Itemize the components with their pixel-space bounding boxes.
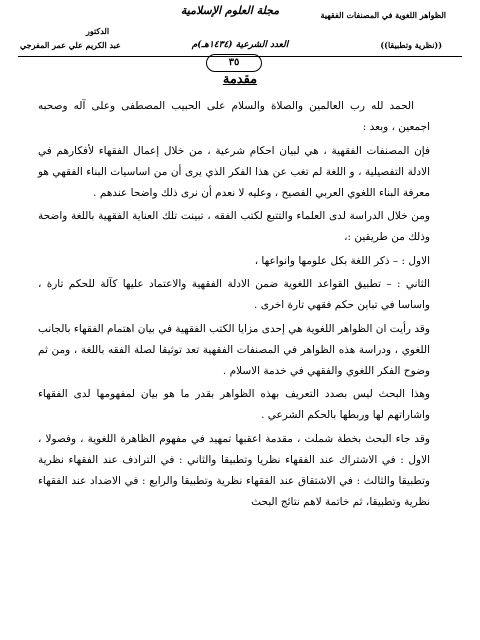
header-research-subtitle: ((نظرية وتطبيقا)) [380,40,442,50]
paragraph: ومن خلال الدراسة لدى العلماء والتتبع لكتب الفقه ، تبينت تلك العناية الفقهية باللغة واضحة وذلك من طريقين :، [38,210,430,243]
header-journal-name: مجلة العلوم الإسلامية [180,4,280,17]
header-research-title: الظواهر اللغوية في المصنفات الفقهية [320,10,446,20]
header-author-role: الدكتور [86,26,110,36]
header-author-name: عبد الكريم علي عمر المفرجي [20,40,121,50]
header-issue: العدد الشرعية (١٤٣٤هـ)م [191,40,289,50]
page-number-badge: ٣٥ [206,54,262,72]
body-text [38,96,430,515]
paragraph: الحمد لله رب العالمين والصلاة والسلام على الحبيب المصطفى وعلى آله وصحبه اجمعين ، وبعد : [38,100,430,133]
paragraph: الثاني : – تطبيق القواعد اللغوية ضمن الادلة الفقهية والاعتماد عليها كآلة للحكم تارة ، واساسا في تباين حكم فقهي تارة اخرى . [38,278,430,311]
paragraph: فإن المصنفات الفقهية ، هي لبيان احكام شرعية ، من خلال إعمال الفقهاء لأفكارهم في الادلة التفصيلية ، و اللغة لم تغب عن هذا الفكر الذي يرى أن من اساسيات البناء الفقهي هو معرفة البناء اللغوي العربي الفصيح ، وعليه لا نعدم أن نرى ذلك واضحا عندهم . [38,144,430,199]
header-divider [18,56,462,57]
paragraph: وهذا البحث ليس بصدد التعريف بهذه الظواهر بقدر ما هو بيان لمفهومها لدى الفقهاء واشاراتهم لها وربطها بالحكم الشرعي . [38,388,430,421]
paragraph: الاول : – ذكر اللغة بكل علومها وانواعها ، [254,254,430,267]
section-title: مقدمة [222,72,258,87]
paragraph: وقد رأيت ان الظواهر اللغوية هي إحدى مزايا الكتب الفقهية في بيان اهتمام الفقهاء بالجانب اللغوي ، ودراسة هذه الظواهر في المصنفات الفقهية تعد توثيقا لصلة الفقه باللغة ، ومن ثم وضوح الفكر اللغوي والفقهي في خدمة الاسلام . [38,322,430,377]
paragraph: وقد جاء البحث بخطة شملت ، مقدمة اعقبها تمهيد في مفهوم الظاهرة اللغوية ، وفصولا ، الاول : في الاشتراك عند الفقهاء نظريا وتطبيقا والثاني : في الترادف عند الفقهاء نظرية وتطبيقا والثالث : في الاشتقاق عند الفقهاء نظرية وتطبيقا والرابع : في الاضداد عند الفقهاء نظرية وتطبيقا، ثم خاتمة لاهم نتائج البحث [38,432,430,508]
